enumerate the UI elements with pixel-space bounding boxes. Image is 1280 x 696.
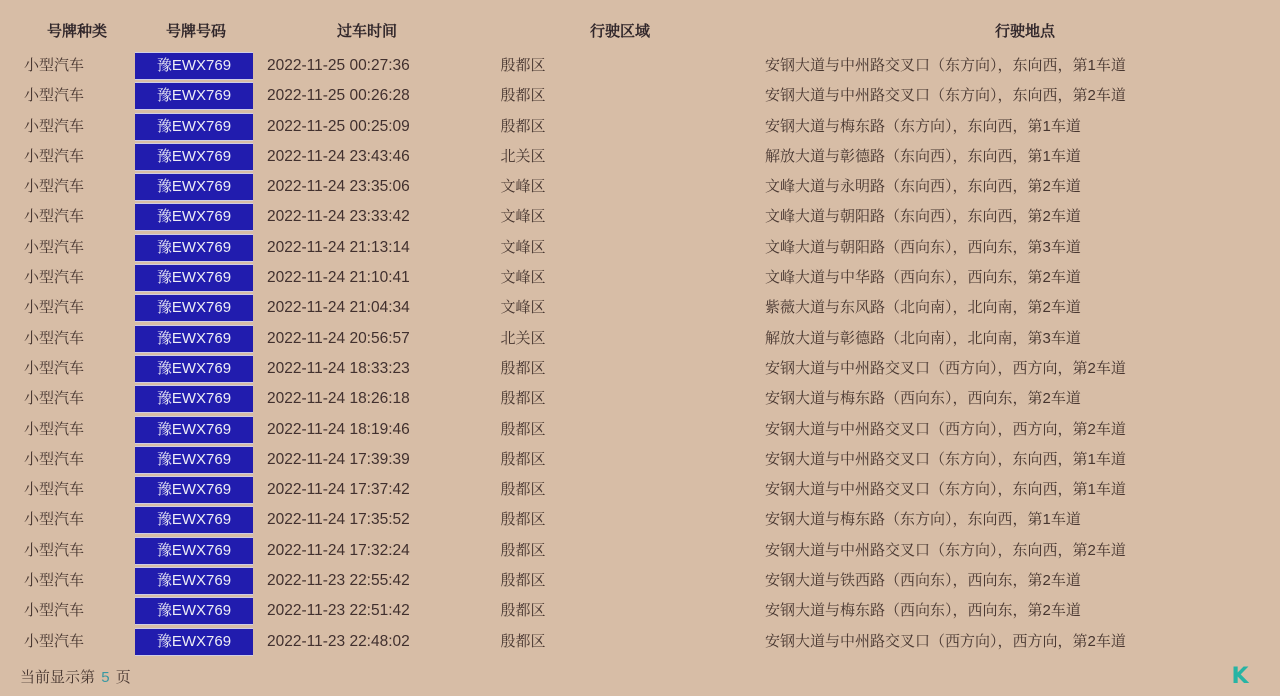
kibana-logo-icon[interactable]: K — [1231, 664, 1249, 689]
district-cell: 殷都区 — [500, 390, 546, 408]
pass-time-cell: 2022-11-24 23:35:06 — [267, 178, 410, 196]
district-cell: 文峰区 — [500, 299, 546, 317]
district-cell: 文峰区 — [500, 208, 546, 226]
district-cell: 殷都区 — [500, 632, 546, 650]
table-row — [0, 293, 1280, 323]
plate-number-badge: 豫EWX769 — [135, 82, 253, 110]
district-cell: 文峰区 — [500, 269, 546, 287]
plate-type-cell: 小型汽车 — [24, 87, 85, 105]
district-cell: 文峰区 — [500, 238, 546, 256]
district-cell: 殷都区 — [500, 450, 546, 468]
location-cell: 文峰大道与朝阳路（西向东），西向东，第3车道 — [765, 238, 1081, 256]
district-cell: 殷都区 — [500, 602, 546, 620]
plate-number-badge: 豫EWX769 — [135, 173, 253, 201]
location-cell: 安钢大道与中州路交叉口（西方向），西方向，第2车道 — [765, 632, 1126, 650]
pass-time-cell: 2022-11-24 21:04:34 — [267, 299, 410, 317]
location-cell: 安钢大道与梅东路（东方向），东向西，第1车道 — [765, 117, 1081, 135]
plate-number-badge: 豫EWX769 — [135, 506, 253, 534]
pass-time-cell: 2022-11-23 22:55:42 — [267, 572, 410, 590]
district-cell: 殷都区 — [500, 481, 546, 499]
table-row — [0, 202, 1280, 232]
plate-number-badge: 豫EWX769 — [135, 264, 253, 292]
header-plate-type: 号牌种类 — [46, 23, 107, 40]
plate-number-badge: 豫EWX769 — [135, 628, 253, 656]
district-cell: 文峰区 — [500, 178, 546, 196]
plate-type-cell: 小型汽车 — [24, 329, 85, 347]
table-row — [0, 445, 1280, 475]
plate-number-badge: 豫EWX769 — [135, 143, 253, 171]
table-row — [0, 596, 1280, 626]
plate-number-badge: 豫EWX769 — [135, 294, 253, 322]
table-row — [0, 263, 1280, 293]
plate-number-badge: 豫EWX769 — [135, 567, 253, 595]
pagination-status — [20, 668, 131, 688]
pass-time-cell: 2022-11-25 00:25:09 — [267, 117, 410, 135]
plate-number-badge: 豫EWX769 — [135, 52, 253, 80]
pass-time-cell: 2022-11-24 17:39:39 — [267, 450, 410, 468]
header-plate-number: 号牌号码 — [165, 23, 226, 40]
table-row — [0, 51, 1280, 81]
table-row — [0, 415, 1280, 445]
pass-time-cell: 2022-11-25 00:27:36 — [267, 57, 410, 74]
header-pass-time: 过车时间 — [336, 23, 397, 40]
plate-type-cell: 小型汽车 — [24, 511, 85, 529]
pass-time-cell: 2022-11-24 21:13:14 — [267, 238, 410, 256]
table-row — [0, 233, 1280, 263]
location-cell: 安钢大道与中州路交叉口（东方向），东向西，第2车道 — [765, 87, 1126, 105]
district-cell: 殷都区 — [500, 117, 546, 135]
table-header-row — [0, 20, 1280, 44]
district-cell: 殷都区 — [500, 541, 546, 559]
location-cell: 安钢大道与梅东路（东方向），东向西，第1车道 — [765, 511, 1081, 529]
pass-time-cell: 2022-11-23 22:51:42 — [267, 602, 410, 620]
pass-time-cell: 2022-11-24 17:37:42 — [267, 481, 410, 499]
plate-number-badge: 豫EWX769 — [135, 476, 253, 504]
plate-number-badge: 豫EWX769 — [135, 203, 253, 231]
plate-type-cell: 小型汽车 — [24, 481, 85, 499]
table-row — [0, 324, 1280, 354]
plate-type-cell: 小型汽车 — [24, 178, 85, 196]
plate-type-cell: 小型汽车 — [24, 359, 85, 377]
pagination-suffix: 页 — [115, 669, 131, 686]
plate-number-badge: 豫EWX769 — [135, 416, 253, 444]
plate-number-badge: 豫EWX769 — [135, 234, 253, 262]
district-cell: 殷都区 — [500, 511, 546, 529]
plate-number-badge: 豫EWX769 — [135, 385, 253, 413]
district-cell: 殷都区 — [500, 57, 546, 74]
header-district: 行驶区域 — [589, 23, 650, 40]
pass-time-cell: 2022-11-24 23:33:42 — [267, 208, 410, 226]
table-body — [0, 51, 1280, 657]
district-cell: 北关区 — [500, 147, 546, 165]
plate-type-cell: 小型汽车 — [24, 299, 85, 317]
pass-time-cell: 2022-11-24 21:10:41 — [267, 269, 410, 287]
district-cell: 殷都区 — [500, 572, 546, 590]
pass-time-cell: 2022-11-24 18:33:23 — [267, 359, 410, 377]
table-row — [0, 112, 1280, 142]
district-cell: 北关区 — [500, 329, 546, 347]
plate-number-badge: 豫EWX769 — [135, 325, 253, 353]
location-cell: 安钢大道与中州路交叉口（西方向），西方向，第2车道 — [765, 359, 1126, 377]
table-row — [0, 81, 1280, 111]
table-row — [0, 172, 1280, 202]
location-cell: 安钢大道与中州路交叉口（西方向），西方向，第2车道 — [765, 420, 1126, 438]
pass-time-cell: 2022-11-24 18:26:18 — [267, 390, 410, 408]
plate-type-cell: 小型汽车 — [24, 117, 85, 135]
pagination-prefix: 当前显示第 — [20, 669, 96, 686]
plate-type-cell: 小型汽车 — [24, 147, 85, 165]
table-row — [0, 627, 1280, 657]
pass-time-cell: 2022-11-24 17:32:24 — [267, 541, 410, 559]
pass-time-cell: 2022-11-24 18:19:46 — [267, 420, 410, 438]
location-cell: 安钢大道与中州路交叉口（东方向），东向西，第1车道 — [765, 57, 1126, 74]
plate-number-badge: 豫EWX769 — [135, 355, 253, 383]
location-cell: 安钢大道与中州路交叉口（东方向），东向西，第2车道 — [765, 541, 1126, 559]
district-cell: 殷都区 — [500, 359, 546, 377]
location-cell: 解放大道与彰德路（北向南），北向南，第3车道 — [765, 329, 1081, 347]
location-cell: 文峰大道与永明路（东向西），东向西，第2车道 — [765, 178, 1081, 196]
plate-type-cell: 小型汽车 — [24, 208, 85, 226]
header-location: 行驶地点 — [994, 23, 1055, 40]
plate-number-badge: 豫EWX769 — [135, 113, 253, 141]
location-cell: 解放大道与彰德路（东向西），东向西，第1车道 — [765, 147, 1081, 165]
plate-type-cell: 小型汽车 — [24, 602, 85, 620]
pass-time-cell: 2022-11-24 20:56:57 — [267, 329, 410, 347]
table-row — [0, 566, 1280, 596]
table-row — [0, 354, 1280, 384]
current-page-number: 5 — [101, 669, 110, 686]
plate-type-cell: 小型汽车 — [24, 632, 85, 650]
table-row — [0, 505, 1280, 535]
location-cell: 文峰大道与中华路（西向东），西向东，第2车道 — [765, 269, 1081, 287]
location-cell: 安钢大道与铁西路（西向东），西向东，第2车道 — [765, 572, 1081, 590]
location-cell: 安钢大道与中州路交叉口（东方向），东向西，第1车道 — [765, 450, 1126, 468]
plate-type-cell: 小型汽车 — [24, 420, 85, 438]
plate-type-cell: 小型汽车 — [24, 238, 85, 256]
pass-time-cell: 2022-11-24 23:43:46 — [267, 147, 410, 165]
plate-type-cell: 小型汽车 — [24, 390, 85, 408]
district-cell: 殷都区 — [500, 420, 546, 438]
pass-time-cell: 2022-11-24 17:35:52 — [267, 511, 410, 529]
plate-type-cell: 小型汽车 — [24, 57, 85, 74]
table-row — [0, 536, 1280, 566]
location-cell: 安钢大道与梅东路（西向东），西向东，第2车道 — [765, 602, 1081, 620]
district-cell: 殷都区 — [500, 87, 546, 105]
location-cell: 紫薇大道与东风路（北向南），北向南，第2车道 — [765, 299, 1081, 317]
plate-type-cell: 小型汽车 — [24, 450, 85, 468]
plate-number-badge: 豫EWX769 — [135, 537, 253, 565]
plate-number-badge: 豫EWX769 — [135, 597, 253, 625]
location-cell: 安钢大道与中州路交叉口（东方向），东向西，第1车道 — [765, 481, 1126, 499]
plate-type-cell: 小型汽车 — [24, 572, 85, 590]
table-row — [0, 384, 1280, 414]
pass-time-cell: 2022-11-23 22:48:02 — [267, 632, 410, 650]
location-cell: 安钢大道与梅东路（西向东），西向东，第2车道 — [765, 390, 1081, 408]
location-cell: 文峰大道与朝阳路（东向西），东向西，第2车道 — [765, 208, 1081, 226]
plate-number-badge: 豫EWX769 — [135, 446, 253, 474]
plate-type-cell: 小型汽车 — [24, 269, 85, 287]
table-row — [0, 142, 1280, 172]
table-row — [0, 475, 1280, 505]
plate-type-cell: 小型汽车 — [24, 541, 85, 559]
pass-time-cell: 2022-11-25 00:26:28 — [267, 87, 410, 105]
